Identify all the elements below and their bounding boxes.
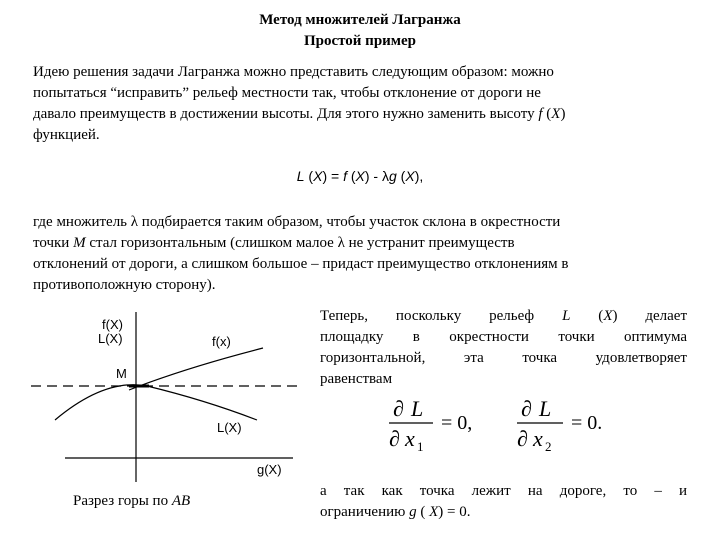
formula-part: ( — [396, 168, 406, 184]
bottom-line-2 — [320, 502, 687, 523]
caption-ab: AB — [171, 493, 191, 509]
curve-label-L: L(X) — [217, 420, 242, 435]
var-L: L — [562, 308, 571, 324]
subscript: 1 — [417, 439, 424, 454]
formula-part: ) = — [322, 168, 344, 184]
explanation-line-4: противоположную сторону). — [33, 277, 216, 293]
caption-text: Разрез горы по — [73, 493, 172, 509]
var-L: L — [411, 396, 424, 421]
derivative-fraction-1 — [389, 396, 472, 454]
explanation-text: точки — [33, 235, 74, 251]
formula-part: ( — [304, 168, 314, 184]
formula-part: ) - λ — [364, 168, 389, 184]
explanation-line-2 — [33, 233, 687, 254]
intro-paren: ) — [560, 106, 566, 122]
derivative-equations — [385, 396, 635, 456]
partial-symbol: ∂ — [389, 426, 400, 451]
bottom-line-1: а так как точка лежит на дороге, то – и — [320, 483, 687, 499]
equals-zero: = 0, — [441, 412, 473, 434]
var-L: L — [296, 168, 305, 184]
var-x: x — [533, 426, 543, 451]
explanation-line-3: отклонений от дороги, а слишком большое – придаст преимущество отклонениям в — [33, 256, 569, 272]
partial-symbol: ∂ — [521, 396, 532, 421]
var-x: X — [551, 106, 561, 122]
equals-zero: = 0. — [571, 412, 603, 434]
right-line-2: площадку в окрестности точки оптимума — [320, 329, 687, 345]
cross-section-diagram — [25, 310, 315, 485]
right-text: ) делает — [612, 308, 688, 324]
var-x: X — [313, 168, 323, 184]
intro-line-1: Идею решения задачи Лагранжа можно представить следующим образом: можно — [33, 64, 554, 80]
subscript: 2 — [545, 439, 552, 454]
right-line-4: равенствам — [320, 371, 393, 387]
bottom-text: ограничению — [320, 504, 410, 520]
bottom-text: ) = 0. — [438, 504, 471, 520]
var-f: f — [343, 168, 347, 184]
derivative-fraction-2 — [517, 396, 602, 454]
intro-line-2: попытаться “исправить” рельеф местности так, чтобы отклонение от дороги не — [33, 85, 541, 101]
bottom-text: ( — [416, 504, 430, 520]
right-text: ( — [570, 308, 604, 324]
var-x: X — [603, 308, 613, 324]
page-title: Метод множителей Лагранжа — [259, 12, 461, 28]
lagrangian-formula — [0, 166, 720, 187]
var-f: f — [538, 106, 543, 122]
var-x: X — [405, 168, 415, 184]
partial-symbol: ∂ — [393, 396, 404, 421]
figure-caption — [73, 493, 190, 510]
partial-symbol: ∂ — [517, 426, 528, 451]
axis-label-L: L(X) — [98, 331, 123, 346]
var-x: x — [405, 426, 415, 451]
var-m: M — [73, 235, 86, 251]
intro-text: давало преимуществ в достижении высоты. Для этого нужно заменить высоту — [33, 106, 539, 122]
right-line-1 — [320, 306, 687, 327]
x-axis-label: g(X) — [257, 462, 282, 477]
right-line-3: горизонтальной, эта точка удовлетворяет — [320, 350, 687, 366]
var-g: g — [409, 504, 417, 520]
intro-paren: ( — [542, 106, 552, 122]
right-text: Теперь, поскольку рельеф — [320, 308, 563, 324]
var-g: g — [388, 168, 397, 184]
axis-label-f: f(X) — [102, 317, 123, 332]
var-x: X — [429, 504, 439, 520]
curve-f — [129, 348, 263, 390]
curve-L — [55, 385, 257, 420]
var-x: X — [355, 168, 365, 184]
formula-part: ), — [414, 168, 424, 184]
formula-part: ( — [346, 168, 356, 184]
explanation-line-1: где множитель λ подбирается таким образом, чтобы участок склона в окрестности — [33, 214, 561, 230]
point-label-m: M — [116, 366, 127, 381]
var-L: L — [539, 396, 552, 421]
intro-line-4: функцией. — [33, 127, 100, 143]
curve-label-f: f(x) — [212, 334, 231, 349]
intro-line-3 — [33, 104, 687, 125]
explanation-text: стал горизонтальным (слишком малое λ не устранит преимуществ — [85, 235, 515, 251]
page-subtitle: Простой пример — [303, 33, 417, 49]
